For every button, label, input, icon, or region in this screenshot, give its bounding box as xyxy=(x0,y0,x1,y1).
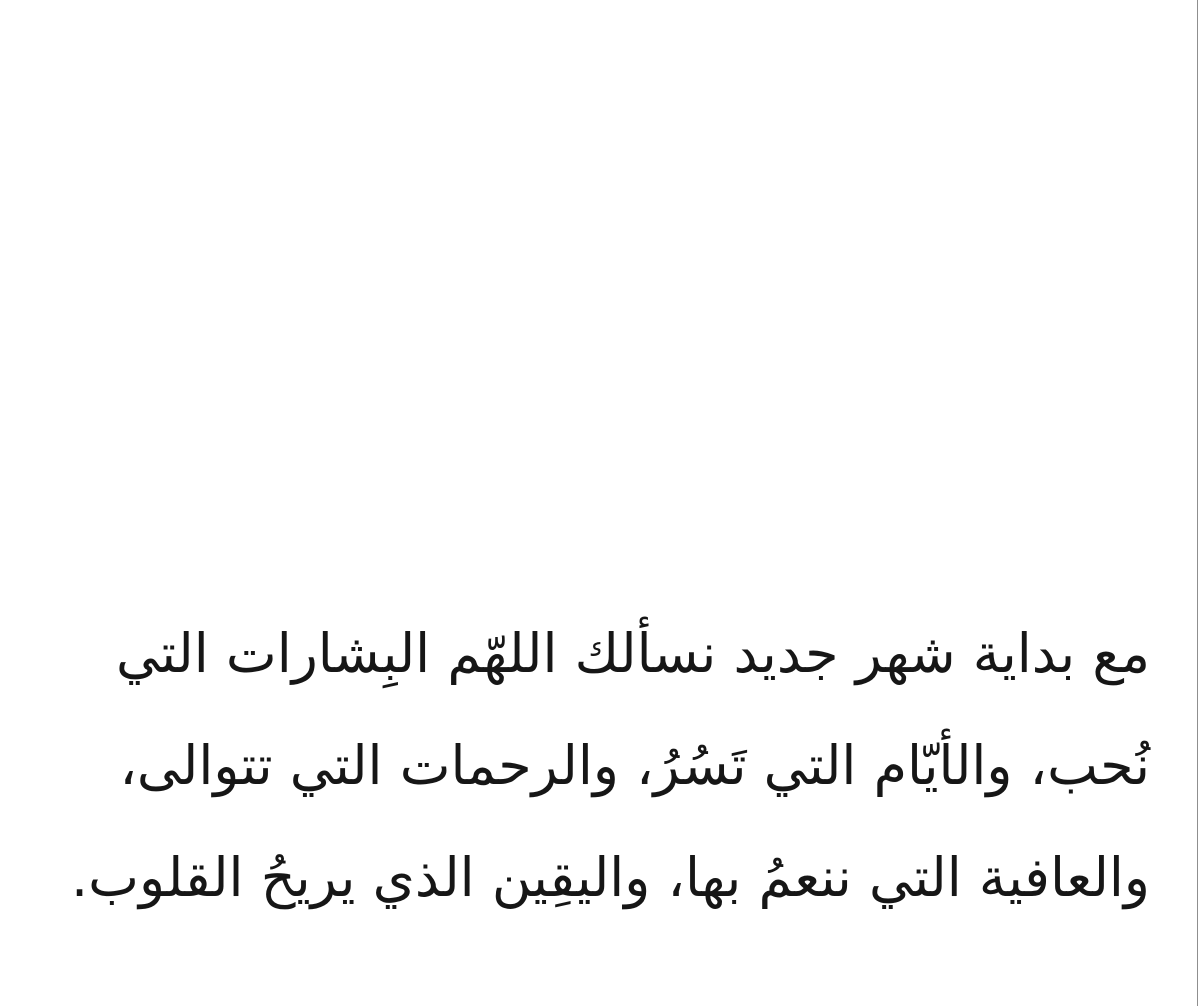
arabic-quote-block xyxy=(30,598,1150,934)
right-edge-divider xyxy=(1197,0,1198,1006)
quote-line-1: مع بداية شهر جديد نسألك اللهّم البِشارات التي xyxy=(115,622,1150,685)
quote-line-2: نُحب، والأيّام التي تَسُرُ، والرحمات التي تتوالى، xyxy=(119,734,1150,797)
quote-line-3: والعافية التي ننعمُ بها، واليقِين الذي يريحُ القلوب. xyxy=(71,846,1150,909)
